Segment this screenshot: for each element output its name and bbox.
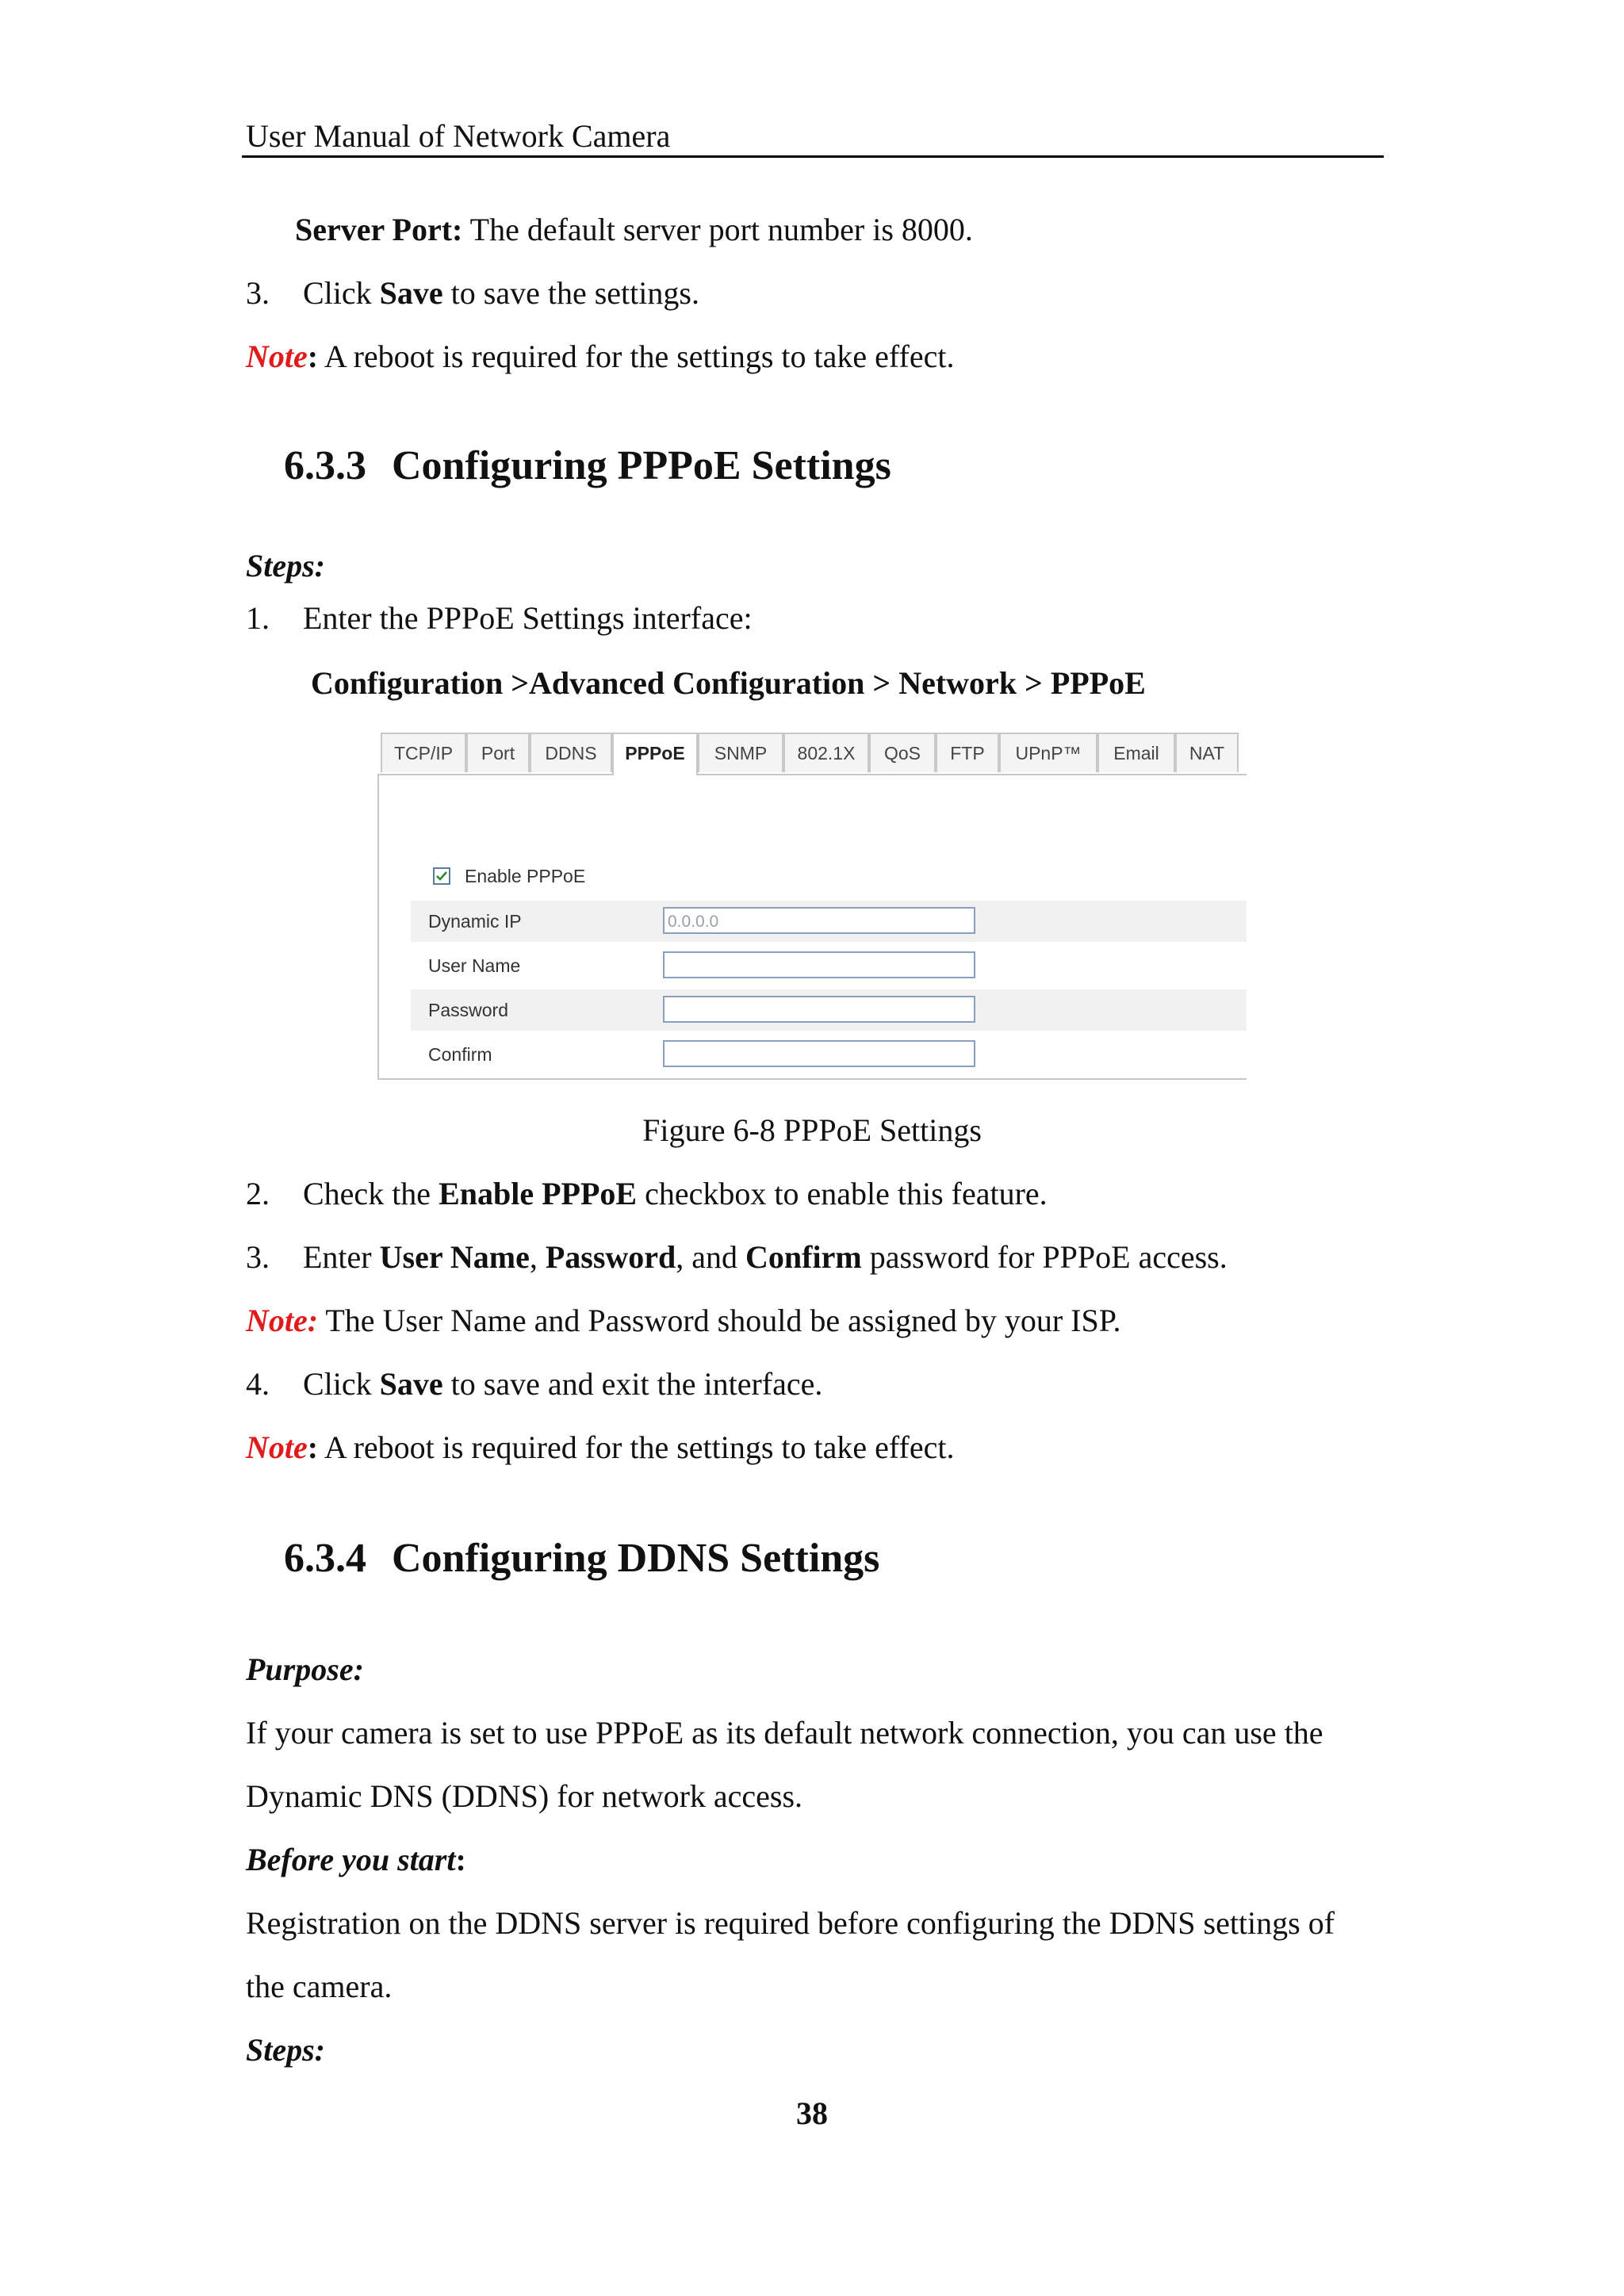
note-reboot-1 [246,338,954,376]
before-label: Before you start [246,1842,456,1877]
confirm-label: Confirm [428,1044,492,1065]
purpose-line-1: If your camera is set to use PPPoE as its default network connection, you can use the [246,1715,1323,1751]
section-number: 6.3.4 [284,1536,366,1581]
confirm-field[interactable] [663,1040,975,1067]
steps-label: Steps: [246,548,325,584]
step-4 [246,1365,822,1403]
step-number: 3. [246,275,270,311]
checkmark-icon [435,870,448,882]
step-2 [246,1175,1048,1213]
password-label: Password [428,1000,508,1020]
menu-path: Configuration >Advanced Configuration > Network > PPPoE [311,665,1146,701]
figure-caption: Figure 6-8 PPPoE Settings [642,1112,982,1148]
step-text: Enter the PPPoE Settings interface: [303,600,753,636]
tab-pppoe[interactable]: PPPoE [612,733,698,775]
step-number: 1. [246,600,270,636]
purpose-label: Purpose: [246,1651,364,1687]
user-name-label: User Name [428,955,521,976]
tab-8021x[interactable]: 802.1X [783,733,869,772]
note-label: Note [246,339,308,374]
tab-nat[interactable]: NAT [1175,733,1239,772]
password-field[interactable] [663,996,975,1023]
server-port-line [295,211,973,249]
note-isp [246,1302,1121,1340]
step-3-save [246,274,699,312]
before-you-start [246,1841,466,1879]
enable-pppoe-checkbox[interactable] [433,867,450,885]
step-1 [246,599,753,637]
section-heading-ddns [284,1535,879,1582]
tab-email[interactable]: Email [1097,733,1175,772]
section-title: Configuring DDNS Settings [392,1536,880,1581]
step-text: password for PPPoE access. [861,1239,1228,1275]
section-number: 6.3.3 [284,443,366,488]
settings-panel [377,774,1247,1080]
note-reboot-2 [246,1429,954,1467]
save-term: Save [379,1366,443,1402]
field-row-dynamic-ip [411,901,1247,942]
steps-label-ddns: Steps: [246,2032,325,2068]
pppoe-settings-screenshot [377,731,1247,1080]
user-name-term: User Name [379,1239,530,1275]
note-text: A reboot is required for the settings to take effect. [318,339,955,374]
step-text: Click [303,1366,380,1402]
step-text: to save the settings. [442,275,699,311]
header-rule [242,155,1384,158]
tab-qos[interactable]: QoS [869,733,936,772]
enable-pppoe-term: Enable PPPoE [439,1176,638,1211]
tab-upnp[interactable]: UPnP™ [999,733,1097,772]
step-text: Check the [303,1176,439,1211]
section-title: Configuring PPPoE Settings [392,443,891,488]
tab-port[interactable]: Port [466,733,530,772]
field-row-user-name [411,945,1247,986]
tab-tcpip[interactable]: TCP/IP [381,733,466,772]
enable-pppoe-label: Enable PPPoE [465,866,586,886]
confirm-term: Confirm [745,1239,862,1275]
save-term: Save [379,275,443,311]
password-term: Password [545,1239,676,1275]
field-row-password [411,989,1247,1031]
note-label: Note: [246,1303,319,1338]
before-line-1: Registration on the DDNS server is required before configuring the DDNS settings of [246,1905,1335,1941]
server-port-text: The default server port number is 8000. [462,212,973,247]
step-number: 3. [246,1239,270,1275]
purpose-line-2: Dynamic DNS (DDNS) for network access. [246,1778,803,1814]
tab-bar [377,731,1247,775]
step-text: checkbox to enable this feature. [637,1176,1048,1211]
step-text: Click [303,275,380,311]
step-text: Enter [303,1239,380,1275]
tab-ddns[interactable]: DDNS [530,733,612,772]
server-port-label: Server Port: [295,212,463,247]
tab-ftp[interactable]: FTP [936,733,999,772]
note-colon: : [307,339,319,374]
before-colon: : [455,1842,466,1877]
user-name-field[interactable] [663,951,975,978]
step-text: to save and exit the interface. [442,1366,823,1402]
before-line-2: the camera. [246,1969,393,2004]
step-text: , [529,1239,546,1275]
running-header: User Manual of Network Camera [246,118,671,154]
dynamic-ip-label: Dynamic IP [428,911,522,932]
note-text: The User Name and Password should be assigned by your ISP. [318,1303,1121,1338]
dynamic-ip-field[interactable]: 0.0.0.0 [663,907,975,934]
step-number: 4. [246,1366,270,1402]
note-label: Note [246,1429,308,1465]
tab-snmp[interactable]: SNMP [698,733,783,772]
note-colon: : [307,1429,319,1465]
step-number: 2. [246,1176,270,1211]
field-row-confirm [411,1034,1247,1075]
step-text: , and [676,1239,746,1275]
page-number: 38 [796,2095,828,2131]
note-text: A reboot is required for the settings to take effect. [318,1429,955,1465]
section-heading-pppoe [284,442,891,489]
step-3-enter [246,1238,1228,1276]
